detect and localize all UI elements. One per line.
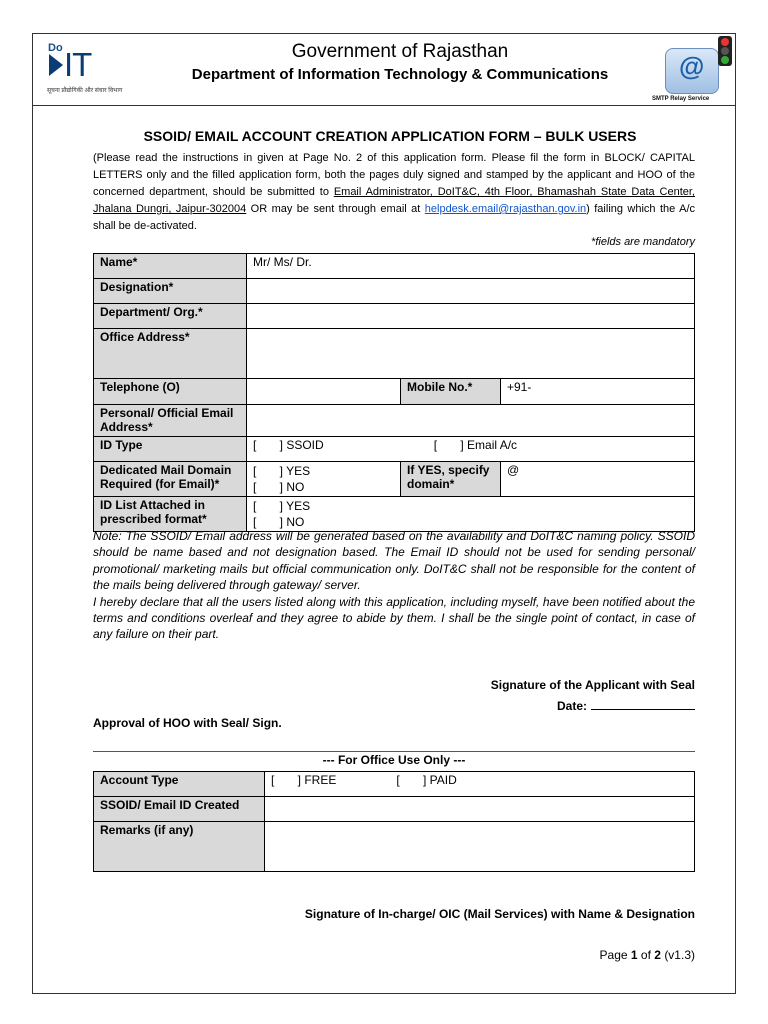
email-field[interactable] (247, 405, 695, 437)
name-label: Name* (94, 254, 247, 279)
smtp-relay-label: SMTP Relay Service (652, 96, 710, 102)
ssoid-created-field[interactable] (265, 797, 695, 822)
email-envelope-icon: @ (665, 48, 719, 94)
government-title: Government of Rajasthan (291, 41, 509, 62)
logo-hindi-text: सूचना प्रौद्योगिकी और संचार विभाग (47, 88, 123, 94)
name-field[interactable]: Mr/ Ms/ Dr. (247, 254, 695, 279)
account-type-options (265, 772, 695, 797)
remarks-label: Remarks (if any) (94, 822, 265, 872)
designation-label: Designation* (94, 279, 247, 304)
submit-address: Email Administrator, DoIT&C, 4th Floor, Bhamashah State Data Center, Jhalana Dungri, Jaipur-302004 (93, 186, 695, 215)
hoo-approval-label: Approval of HOO with Seal/ Sign. (93, 716, 282, 730)
id-list-no-checkbox[interactable]: [ ] NO (253, 515, 305, 529)
department-label: Department/ Org.* (94, 304, 247, 329)
date-row (557, 697, 695, 713)
header-divider (32, 105, 736, 106)
office-address-label: Office Address* (94, 329, 247, 379)
doitc-logo (47, 42, 152, 97)
id-list-yes-checkbox[interactable]: [ ] YES (253, 499, 311, 513)
account-paid-checkbox[interactable]: [ ] PAID (396, 773, 457, 787)
dedicated-domain-options (247, 462, 401, 497)
logo-wedge-icon (49, 54, 63, 76)
id-type-options (247, 437, 695, 462)
mobile-field[interactable]: +91- (501, 379, 695, 405)
ssoid-created-label: SSOID/ Email ID Created (94, 797, 265, 822)
dedicated-yes-checkbox[interactable]: [ ] YES (253, 464, 311, 478)
id-list-options (247, 497, 695, 532)
declaration-text: I hereby declare that all the users listed along with this application, including myself, have been notified about the terms and conditions overleaf and they agree to abide by them. I shall be the single point of contact, in case of any failure on their part. (93, 594, 695, 642)
id-type-email-checkbox[interactable]: [ ] Email A/c (433, 438, 518, 452)
department-title: Department of Information Technology & Communications (191, 66, 609, 83)
office-use-divider (93, 751, 695, 752)
specify-domain-label: If YES, specify domain* (401, 462, 501, 497)
smtp-relay-logo (648, 36, 738, 106)
logo-do-text: Do (48, 42, 63, 54)
remarks-field[interactable] (265, 822, 695, 872)
id-type-label: ID Type (94, 437, 247, 462)
incharge-signature-label: Signature of In-charge/ OIC (Mail Services) with Name & Designation (304, 907, 695, 921)
telephone-field[interactable] (247, 379, 401, 405)
mandatory-note: *fields are mandatory (591, 236, 695, 248)
office-use-title: --- For Office Use Only --- (322, 753, 466, 767)
office-use-table (93, 771, 695, 872)
logo-it-text: IT (64, 46, 92, 83)
telephone-label: Telephone (O) (94, 379, 247, 405)
id-list-label: ID List Attached in prescribed format* (94, 497, 247, 532)
mobile-label: Mobile No.* (401, 379, 501, 405)
email-label: Personal/ Official Email Address* (94, 405, 247, 437)
office-address-field[interactable] (247, 329, 695, 379)
department-field[interactable] (247, 304, 695, 329)
form-title: SSOID/ EMAIL ACCOUNT CREATION APPLICATION FORM – BULK USERS (143, 128, 637, 144)
account-free-checkbox[interactable]: [ ] FREE (271, 773, 337, 787)
dedicated-no-checkbox[interactable]: [ ] NO (253, 480, 305, 494)
id-type-ssoid-checkbox[interactable]: [ ] SSOID (253, 438, 324, 452)
traffic-light-icon (718, 36, 732, 66)
note-text: Note: The SSOID/ Email address will be generated based on the availability and DoIT&C naming policy. SSOID should be name based and not designation based. The Email ID should not be used for sending personal/ promotional/ marketing mails but official communication only. DoIT&C shall not be responsible for the content of the mails being delivered through gateway/ server. (93, 529, 695, 593)
date-field[interactable] (591, 697, 695, 710)
applicant-signature-label: Signature of the Applicant with Seal (490, 678, 695, 692)
helpdesk-email-link[interactable]: helpdesk.email@rajasthan.gov.in (424, 203, 587, 215)
application-form-table (93, 253, 695, 532)
account-type-label: Account Type (94, 772, 265, 797)
dedicated-domain-label: Dedicated Mail Domain Required (for Email)* (94, 462, 247, 497)
specify-domain-field[interactable]: @ (501, 462, 695, 497)
note-paragraph (93, 528, 695, 643)
designation-field[interactable] (247, 279, 695, 304)
date-label: Date: (556, 699, 587, 713)
instructions: (Please read the instructions in given at Page No. 2 of this application form. Please fil the form in BLOCK/ CAPITAL LETTERS only and the filled application form, both the pages duly signed and stamped by the applicant and HOO of the concerned department, should be submitted to Email Administrator, DoIT&C, 4th Floor, Bhamashah State Data Center, Jhalana Dungri, Jaipur-302004 OR may be sent through email at helpdesk.email@rajasthan.gov.in) failing which the A/c shall be de-activated. (93, 152, 695, 232)
page-number: Page 1 of 2 (v1.3) (599, 948, 695, 962)
